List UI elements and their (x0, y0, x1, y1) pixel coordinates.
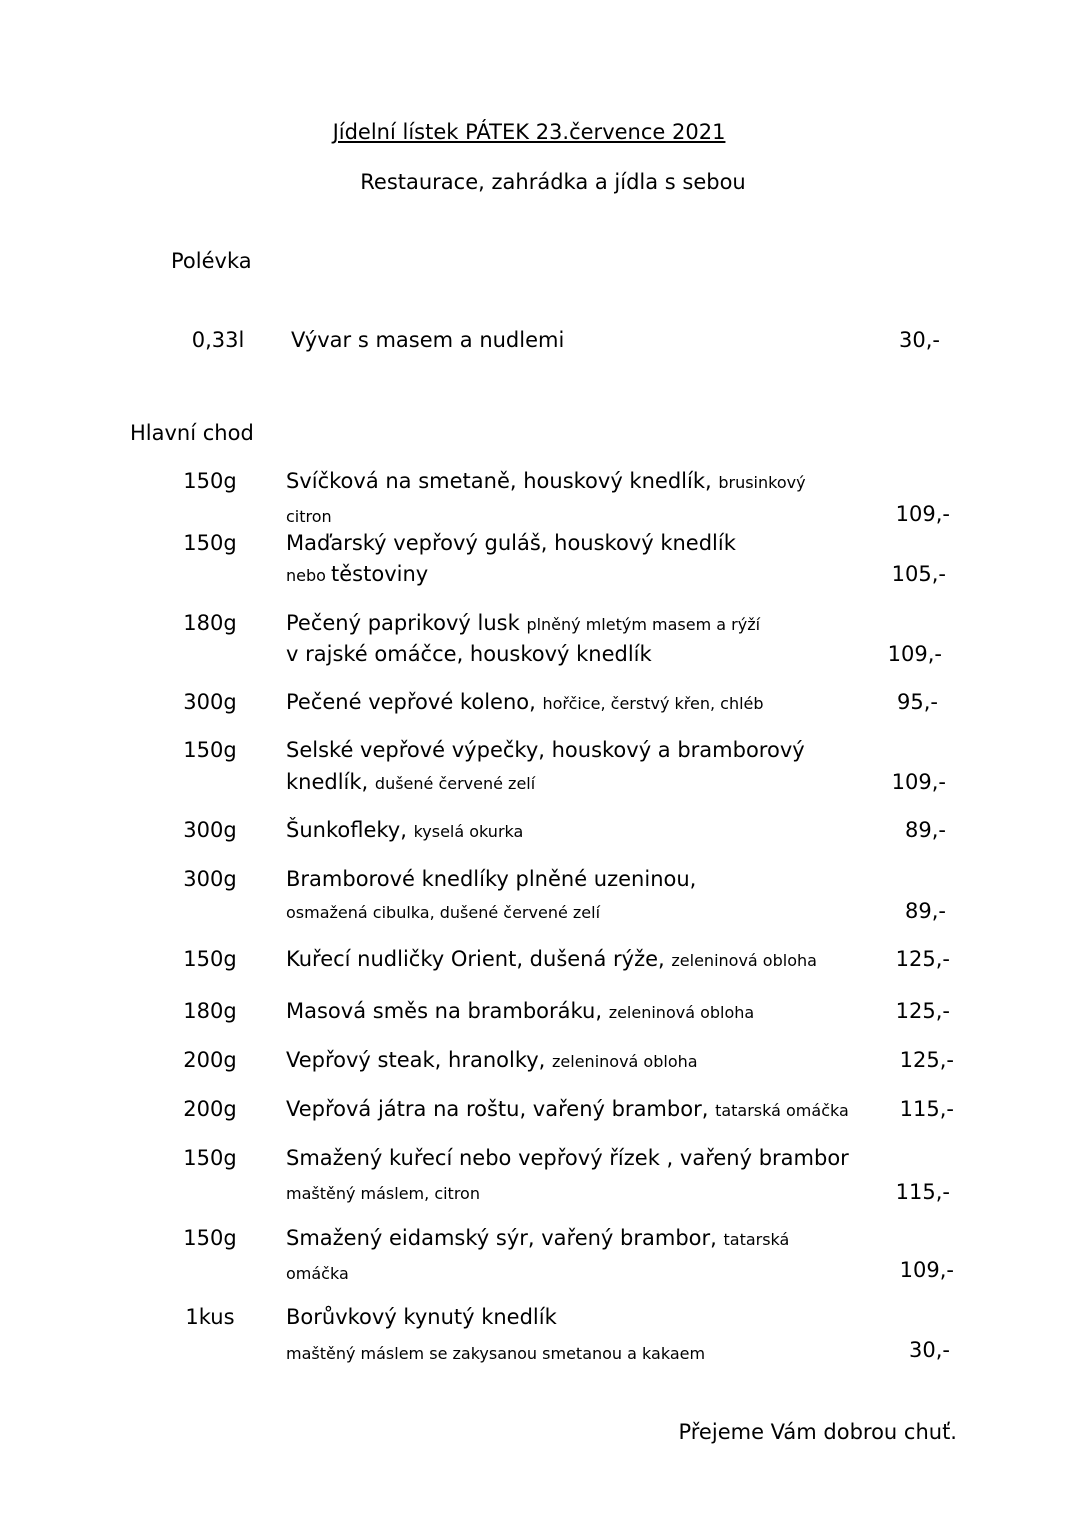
menu-item-name (286, 947, 817, 971)
section-heading-main: Hlavní chod (130, 421, 254, 445)
menu-item-detail-small: maštěný máslem, citron (286, 1184, 480, 1203)
soup-qty: 0,33l (191, 328, 245, 352)
menu-item-name-main: Kuřecí nudličky Orient, dušená rýže, (286, 947, 672, 971)
menu-item-name (286, 469, 806, 493)
menu-item-qty: 150g (183, 947, 237, 971)
menu-item-name (286, 611, 760, 635)
menu-item-detail (286, 1260, 349, 1284)
menu-item-price: 115,- (895, 1180, 950, 1204)
menu-item-name-main: Masová směs na bramboráku, (286, 999, 609, 1023)
menu-item-name-main: Borůvkový kynutý knedlík (286, 1305, 557, 1329)
menu-item-price: 125,- (895, 999, 950, 1023)
menu-item-qty: 300g (183, 690, 237, 714)
menu-item-detail (286, 642, 652, 666)
section-heading-soup: Polévka (171, 249, 252, 273)
menu-item-side: tatarská omáčka (715, 1101, 849, 1120)
menu-item-qty: 150g (183, 531, 237, 555)
menu-item-price: 30,- (909, 1338, 950, 1362)
menu-item-name-main: Bramborové knedlíky plněné uzeninou, (286, 867, 697, 891)
menu-item-detail (286, 899, 600, 923)
menu-item-name (286, 690, 764, 714)
menu-item-price: 95,- (897, 690, 938, 714)
menu-item-side: plněný mletým masem a rýží (526, 615, 761, 634)
menu-item-qty: 200g (183, 1048, 237, 1072)
menu-item-name-main: Svíčková na smetaně, houskový knedlík, (286, 469, 719, 493)
menu-item-price: 89,- (905, 818, 946, 842)
menu-item-name (286, 531, 736, 555)
menu-item-name (286, 1226, 789, 1250)
menu-item-detail-small: maštěný máslem se zakysanou smetanou a kakaem (286, 1344, 706, 1363)
menu-item-side: zeleninová obloha (608, 1003, 755, 1022)
menu-item-price: 109,- (887, 642, 942, 666)
menu-item-qty: 150g (183, 738, 237, 762)
menu-item-name-main: Šunkofleky, (286, 818, 414, 842)
menu-item-qty: 180g (183, 611, 237, 635)
menu-item-side: zeleninová obloha (671, 951, 817, 970)
menu-item-price: 115,- (899, 1097, 954, 1121)
menu-item-price: 109,- (895, 502, 950, 526)
menu-item-price: 125,- (899, 1048, 954, 1072)
menu-item-qty: 180g (183, 999, 237, 1023)
soup-name: Vývar s masem a nudlemi (291, 328, 565, 352)
menu-item-detail-small: dušené červené zelí (374, 774, 536, 793)
menu-item-name (286, 867, 696, 891)
menu-item-name-main: Pečené vepřové koleno, (286, 690, 543, 714)
menu-item-side: hořčice, čerstvý křen, chléb (542, 694, 764, 713)
menu-item-name (286, 1097, 849, 1121)
menu-item-qty: 1kus (185, 1305, 235, 1329)
menu-title: Jídelní lístek PÁTEK 23.července 2021 (332, 120, 726, 144)
menu-item-price: 89,- (905, 899, 946, 923)
menu-subtitle: Restaurace, zahrádka a jídla s sebou (360, 170, 746, 194)
menu-item-side: tatarská (723, 1230, 790, 1249)
soup-price: 30,- (899, 328, 940, 352)
menu-item-name (286, 818, 523, 842)
menu-item-qty: 300g (183, 867, 237, 891)
menu-item-qty: 150g (183, 1226, 237, 1250)
menu-item-detail-small: omáčka (286, 1264, 349, 1283)
menu-item-qty: 200g (183, 1097, 237, 1121)
menu-item-detail-small: citron (286, 507, 332, 526)
menu-item-price: 109,- (899, 1258, 954, 1282)
menu-item-detail-small: nebo (286, 566, 332, 585)
menu-item-qty: 150g (183, 1146, 237, 1170)
menu-item-name (286, 1146, 849, 1170)
menu-item-detail (286, 562, 428, 586)
menu-item-name-main: Smažený kuřecí nebo vepřový řízek , vařený brambor (286, 1146, 849, 1170)
menu-item-name-main: Smažený eidamský sýr, vařený brambor, (286, 1226, 724, 1250)
menu-item-price: 125,- (895, 947, 950, 971)
menu-item-name (286, 1305, 557, 1329)
menu-item-name-main: Vepřová játra na roštu, vařený brambor, (286, 1097, 716, 1121)
menu-item-side: zeleninová obloha (552, 1052, 698, 1071)
menu-item-qty: 150g (183, 469, 237, 493)
menu-item-side: brusinkový (718, 473, 806, 492)
menu-footer: Přejeme Vám dobrou chuť. (678, 1420, 957, 1444)
menu-item-name (286, 999, 754, 1023)
menu-item-detail-main: těstoviny (331, 562, 429, 586)
menu-item-name (286, 738, 805, 762)
menu-item-detail (286, 1180, 480, 1204)
menu-item-detail-small: osmažená cibulka, dušené červené zelí (286, 903, 601, 922)
menu-item-name (286, 1048, 698, 1072)
menu-item-detail-main: knedlík, (286, 770, 375, 794)
menu-item-price: 105,- (891, 562, 946, 586)
menu-item-detail (286, 770, 535, 794)
menu-item-name-main: Vepřový steak, hranolky, (286, 1048, 553, 1072)
menu-item-detail (286, 503, 332, 527)
menu-item-detail (286, 1340, 705, 1364)
menu-item-name-main: Selské vepřové výpečky, houskový a bramborový (286, 738, 805, 762)
menu-item-side: kyselá okurka (413, 822, 524, 841)
menu-item-name-main: Pečený paprikový lusk (286, 611, 527, 635)
menu-item-qty: 300g (183, 818, 237, 842)
menu-item-detail-main: v rajské omáčce, houskový knedlík (286, 642, 652, 666)
menu-item-name-main: Maďarský vepřový guláš, houskový knedlík (286, 531, 736, 555)
menu-item-price: 109,- (891, 770, 946, 794)
